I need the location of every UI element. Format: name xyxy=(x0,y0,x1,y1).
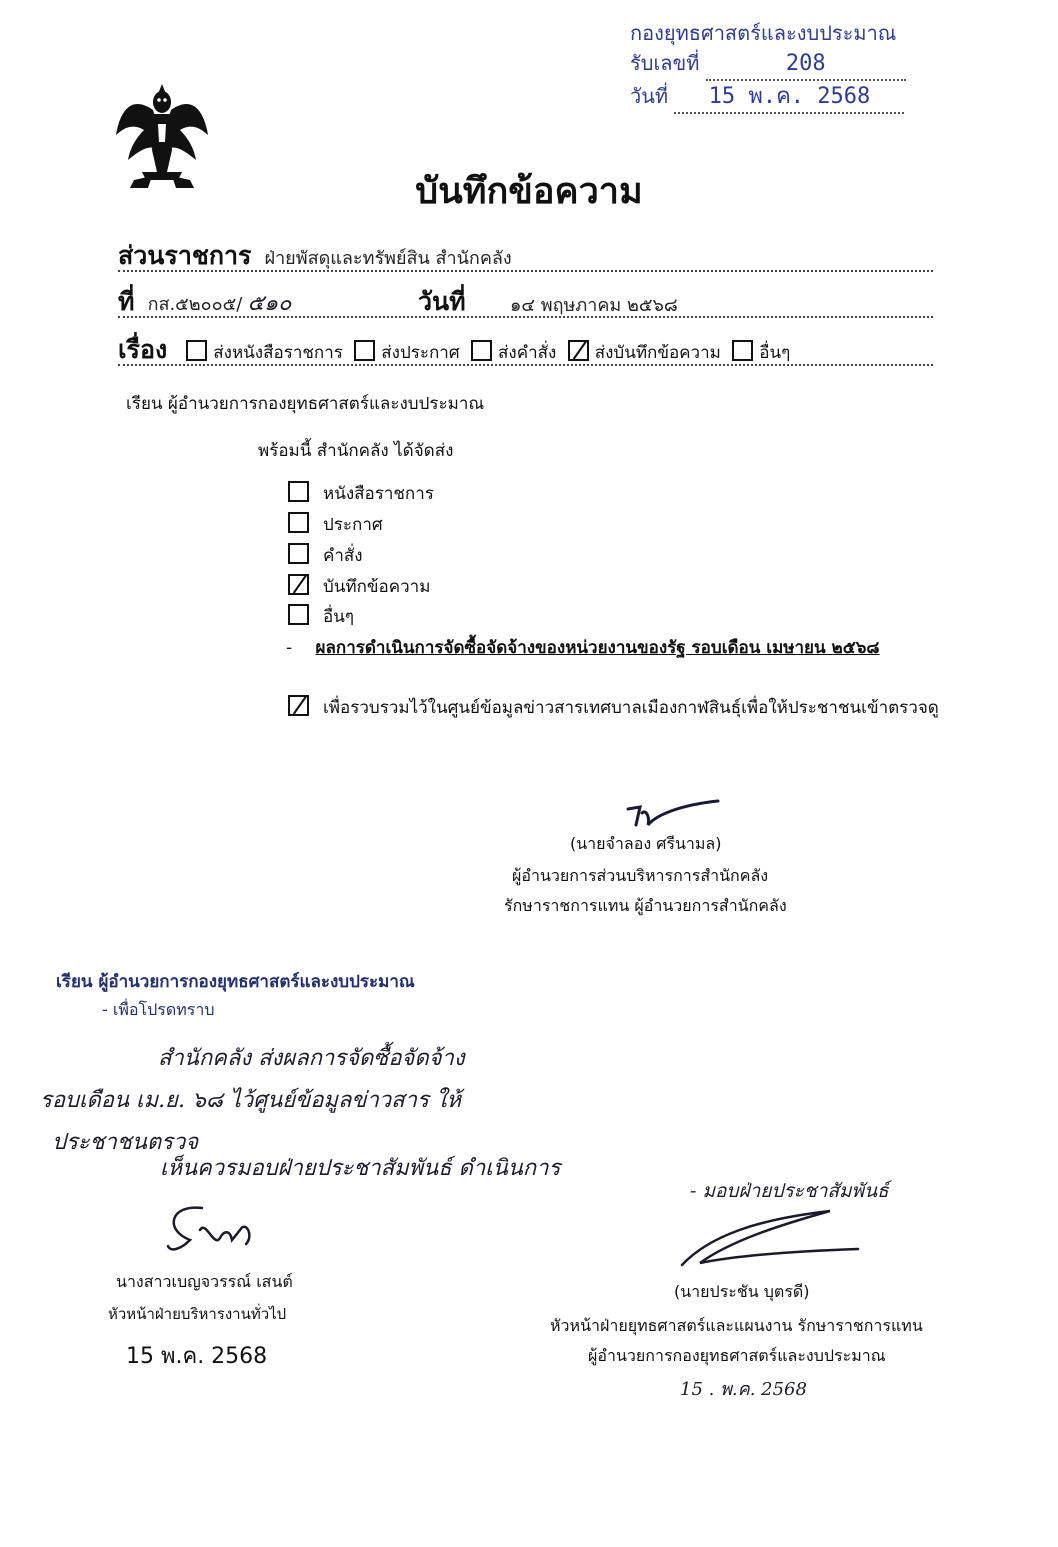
endorsement-to: เรียน ผู้อำนวยการกองยุทธศาสตร์และงบประมาณ xyxy=(56,972,415,992)
item-label: หนังสือราชการ xyxy=(323,484,434,504)
subject-label: เรื่อง xyxy=(118,335,168,364)
receipt-stamp xyxy=(630,18,930,114)
signer-name: (นายจำลอง ศรีนามล) xyxy=(570,834,722,853)
subject-row xyxy=(118,330,933,366)
checkbox[interactable] xyxy=(288,512,309,533)
checkbox[interactable] xyxy=(732,340,753,361)
ref-label: ที่ xyxy=(118,287,135,316)
right-signer-position-1: หัวหน้าฝ่ายยุทธศาสตร์และแผนงาน รักษาราชการแทน xyxy=(550,1316,923,1335)
subject-option-label: ส่งประกาศ xyxy=(381,343,460,363)
checkbox-checked[interactable] xyxy=(288,574,309,595)
subject-options xyxy=(186,343,790,363)
left-signer-date: 15 พ.ค. 2568 xyxy=(126,1344,268,1369)
stamp-received-label: รับเลขที่ xyxy=(630,51,700,75)
purpose-text: เพื่อรวบรวมไว้ในศูนย์ข้อมูลข่าวสารเทศบาลเมืองกาฬสินธุ์เพื่อให้ประชาชนเข้าตรวจดู xyxy=(323,698,939,718)
stamp-date-row xyxy=(630,81,930,114)
stamp-received-no: 208 xyxy=(706,49,906,81)
right-handwritten-note: - มอบฝ่ายประชาสัมพันธ์ xyxy=(690,1180,889,1202)
list-item xyxy=(288,603,354,629)
signer-position-2: รักษาราชการแทน ผู้อำนวยการสำนักคลัง xyxy=(504,896,787,915)
department-value: ฝ่ายพัสดุและทรัพย์สิน สำนักคลัง xyxy=(264,248,512,269)
subject-option xyxy=(568,343,721,363)
list-item xyxy=(288,511,383,537)
stamp-received-row xyxy=(630,48,930,81)
checkbox[interactable] xyxy=(354,340,375,361)
department-label: ส่วนราชการ xyxy=(118,241,252,270)
ref-handwritten: ๕๑๐ xyxy=(247,291,292,316)
handwritten-line: สำนักคลัง ส่งผลการจัดซื้อจัดจ้าง xyxy=(158,1046,465,1071)
handwritten-line: เห็นควรมอบฝ่ายประชาสัมพันธ์ ดำเนินการ xyxy=(160,1156,561,1181)
stamp-office: กองยุทธศาสตร์และงบประมาณ xyxy=(630,21,897,45)
item-label: อื่นๆ xyxy=(323,607,354,627)
signature-icon xyxy=(670,1205,870,1275)
subject-option xyxy=(354,343,459,363)
item-label: ประกาศ xyxy=(323,515,383,535)
right-signer-date: 15 . พ.ค. 2568 xyxy=(680,1379,807,1400)
signer-position-1: ผู้อำนวยการส่วนบริหารการสำนักคลัง xyxy=(512,866,769,885)
memo-to: เรียน ผู้อำนวยการกองยุทธศาสตร์และงบประมาณ xyxy=(126,394,485,414)
endorsement-purpose: - เพื่อโปรดทราบ xyxy=(102,1000,215,1019)
memo-intro: พร้อมนี้ สำนักคลัง ได้จัดส่ง xyxy=(258,441,454,461)
subject-option-label: ส่งคำสั่ง xyxy=(498,343,557,363)
checkbox[interactable] xyxy=(288,543,309,564)
ref-number: กส.๕๒๐๐๕/ xyxy=(147,294,243,315)
checkbox[interactable] xyxy=(186,340,207,361)
memo-title: บันทึกข้อความ xyxy=(415,171,643,212)
date-label: วันที่ xyxy=(418,287,466,316)
stamp-date-label: วันที่ xyxy=(630,84,669,108)
checkbox-checked[interactable] xyxy=(288,695,309,716)
subject-option xyxy=(732,343,790,363)
list-item xyxy=(288,480,434,506)
ref-date-row xyxy=(118,282,933,318)
checkbox[interactable] xyxy=(288,481,309,502)
detail-dash: - xyxy=(286,638,293,658)
handwritten-line: ประชาชนตรวจ xyxy=(52,1130,199,1155)
subject-option-label: อื่นๆ xyxy=(759,343,791,363)
signature-icon xyxy=(150,1200,280,1260)
purpose-line xyxy=(288,694,939,721)
subject-option xyxy=(186,343,343,363)
checkbox-checked[interactable] xyxy=(568,340,589,361)
stamp-date: 15 พ.ค. 2568 xyxy=(674,82,904,114)
checkbox[interactable] xyxy=(288,604,309,625)
right-signer-name: (นายประชัน บุตรดี) xyxy=(674,1282,810,1301)
left-signer-position: หัวหน้าฝ่ายบริหารงานทั่วไป xyxy=(108,1305,287,1323)
department-row xyxy=(118,236,933,272)
item-label: บันทึกข้อความ xyxy=(323,577,431,597)
right-signer-position-2: ผู้อำนวยการกองยุทธศาสตร์และงบประมาณ xyxy=(588,1346,886,1365)
date-value: ๑๔ พฤษภาคม ๒๕๖๘ xyxy=(510,295,678,316)
subject-option-label: ส่งหนังสือราชการ xyxy=(213,343,343,363)
left-signer-name: นางสาวเบญจวรรณ์ เสนต์ xyxy=(116,1272,293,1291)
subject-option-label: ส่งบันทึกข้อความ xyxy=(594,343,721,363)
checkbox[interactable] xyxy=(471,340,492,361)
signature-icon xyxy=(620,795,730,835)
list-item xyxy=(288,573,430,599)
list-item xyxy=(288,542,363,568)
item-label: คำสั่ง xyxy=(323,546,363,566)
subject-option xyxy=(471,343,556,363)
handwritten-line: รอบเดือน เม.ย. ๖๘ ไว้ศูนย์ข้อมูลข่าวสาร ให้ xyxy=(40,1088,461,1113)
detail-line xyxy=(286,634,880,661)
detail-text: ผลการดำเนินการจัดซื้อจัดจ้างของหน่วยงานของรัฐ รอบเดือน เมษายน ๒๕๖๘ xyxy=(315,638,880,658)
